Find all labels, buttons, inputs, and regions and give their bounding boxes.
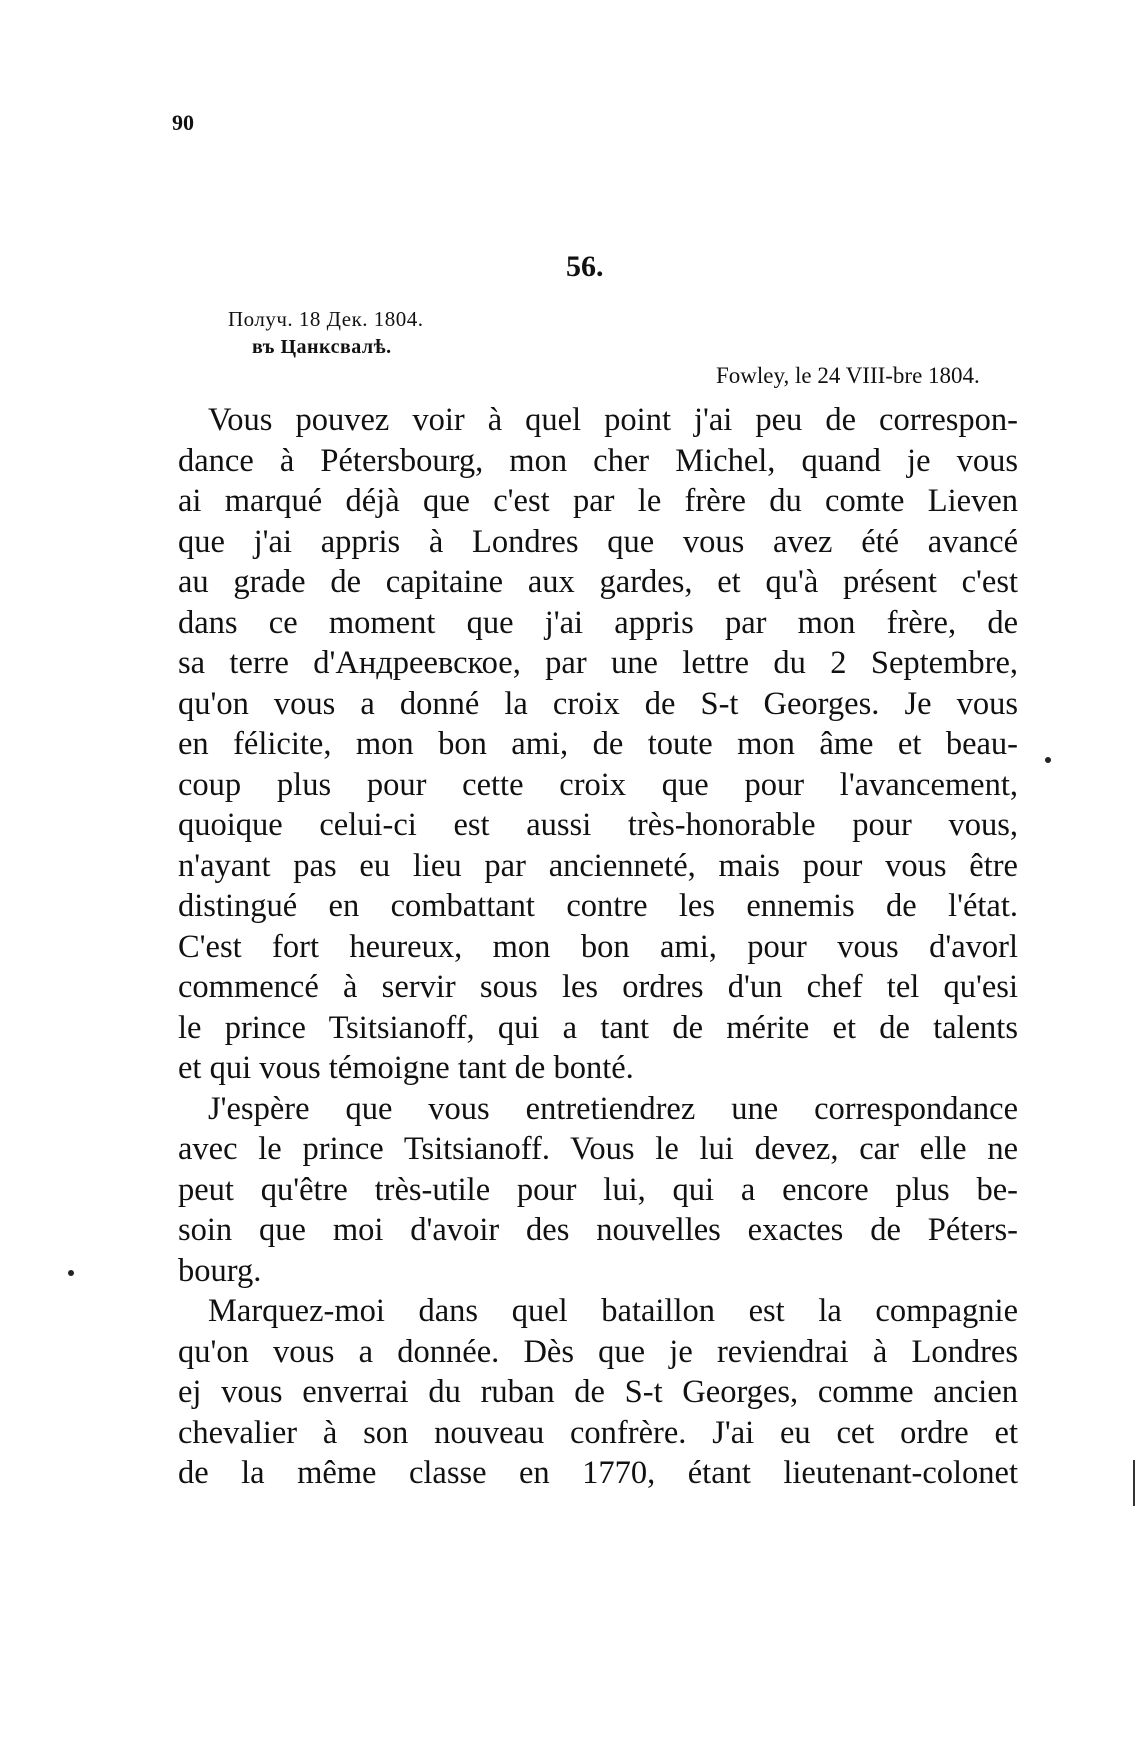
margin-bar bbox=[1133, 1460, 1135, 1506]
text-line: C'est fort heureux, mon bon ami, pour vous d'avorl bbox=[178, 928, 1018, 965]
text-line: bourg. bbox=[178, 1252, 262, 1289]
text-line: n'ayant pas eu lieu par ancienneté, mais pour vous être bbox=[178, 847, 1018, 884]
text-line: Marquez-moi dans quel bataillon est la compagnie bbox=[208, 1293, 1018, 1329]
text-line: dance à Pétersbourg, mon cher Michel, quand je vous bbox=[178, 442, 1018, 479]
text-line: distingué en combattant contre les ennemis de l'état. bbox=[178, 888, 1018, 924]
text-line: que j'ai appris à Londres que vous avez été avancé bbox=[178, 523, 1018, 560]
text-line: ai marqué déjà que c'est par le frère du comte Lieven bbox=[178, 483, 1018, 519]
letter-number: 56. bbox=[566, 250, 604, 283]
text-line: et qui vous témoigne tant de bonté. bbox=[178, 1050, 634, 1086]
text-line: Vous pouvez voir à quel point j'ai peu de correspon- bbox=[208, 402, 1018, 438]
text-line: coup plus pour cette croix que pour l'avancement, bbox=[178, 766, 1018, 803]
text-line: en félicite, mon bon ami, de toute mon âme et beau- bbox=[178, 726, 1018, 762]
text-line: chevalier à son nouveau confrère. J'ai eu cet ordre et bbox=[178, 1414, 1018, 1451]
text-line: peut qu'être très-utile pour lui, qui a encore plus be- bbox=[178, 1171, 1018, 1208]
text-line: qu'on vous a donnée. Dès que je reviendrai à Londres bbox=[178, 1333, 1018, 1370]
text-line: au grade de capitaine aux gardes, et qu'à présent c'est bbox=[178, 564, 1018, 600]
page-number: 90 bbox=[172, 110, 194, 135]
text-line: le prince Tsitsianoff, qui a tant de mérite et de talents bbox=[178, 1009, 1018, 1046]
text-line: de la même classe en 1770, étant lieutenant-colonet bbox=[178, 1455, 1018, 1491]
text-line: qu'on vous a donné la croix de S-t Georges. Je vous bbox=[178, 685, 1018, 722]
receipt-note-line: въ Цанксвалѣ. bbox=[252, 336, 392, 358]
receipt-note bbox=[228, 305, 424, 361]
dateline: Fowley, le 24 VIII-bre 1804. bbox=[716, 363, 980, 388]
text-line: soin que moi d'avoir des nouvelles exactes de Péters- bbox=[178, 1212, 1018, 1248]
margin-dot bbox=[68, 1270, 74, 1276]
text-line: avec le prince Tsitsianoff. Vous le lui devez, car elle ne bbox=[178, 1131, 1018, 1167]
letter-body bbox=[178, 400, 1018, 1494]
margin-dot bbox=[1045, 757, 1051, 763]
text-line: quoique celui-ci est aussi très-honorable pour vous, bbox=[178, 807, 1018, 843]
text-line: J'espère que vous entretiendrez une correspondance bbox=[208, 1090, 1018, 1127]
receipt-note-line: Получ. 18 Дек. 1804. bbox=[228, 307, 424, 331]
text-line: commencé à servir sous les ordres d'un chef tel qu'esi bbox=[178, 969, 1018, 1005]
text-line: ej vous enverrai du ruban de S-t Georges, comme ancien bbox=[178, 1374, 1018, 1410]
text-line: dans ce moment que j'ai appris par mon frère, de bbox=[178, 604, 1018, 641]
text-line: sa terre d'Андреевское, par une lettre du 2 Septembre, bbox=[178, 645, 1018, 681]
